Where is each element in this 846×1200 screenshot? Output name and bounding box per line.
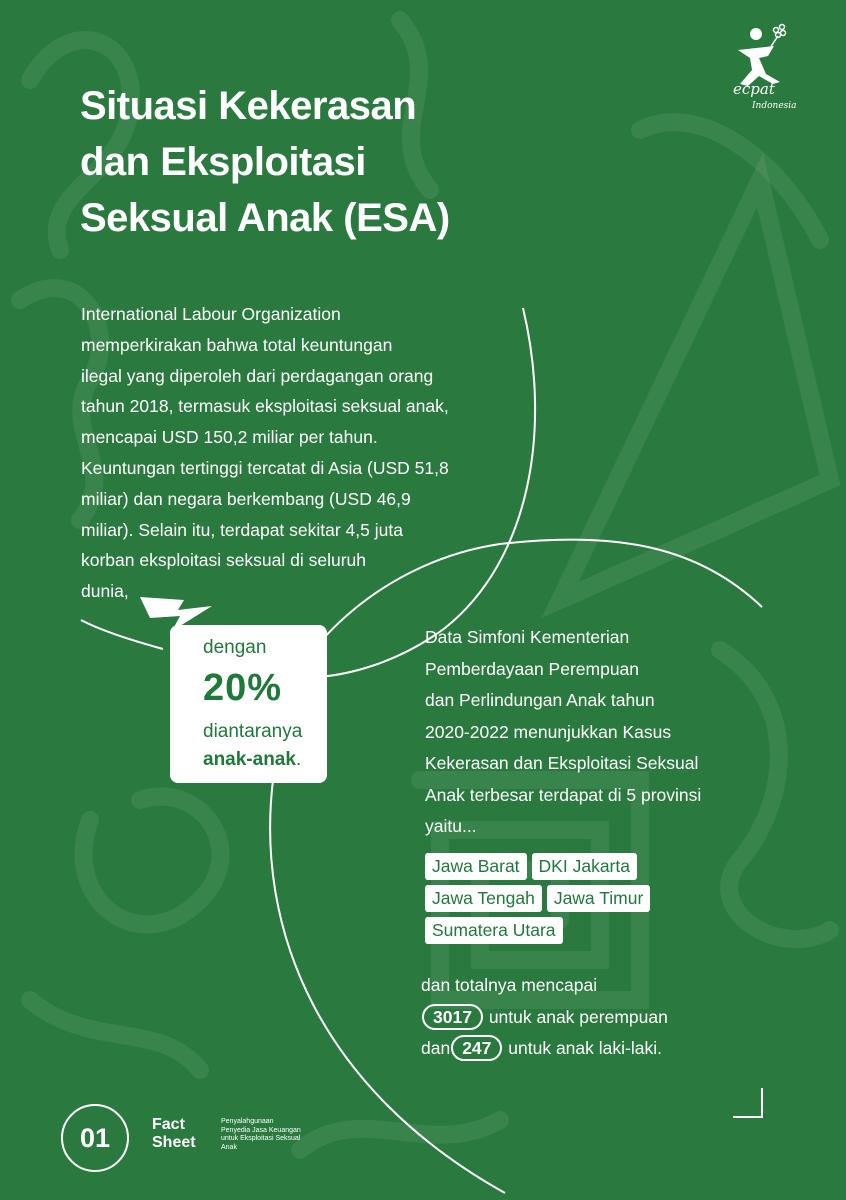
title-line: dan Eksploitasi <box>80 140 366 184</box>
intro-line: tahun 2018, termasuk eksploitasi seksual anak, <box>81 396 449 417</box>
fact-sheet-word: Fact <box>152 1116 185 1133</box>
intro-line: mencapai USD 150,2 miliar per tahun. <box>81 427 378 448</box>
data-line: Anak terbesar terdapat di 5 provinsi <box>425 784 702 805</box>
title-line: Situasi Kekerasan <box>80 84 417 128</box>
girls-label: untuk anak perempuan <box>488 1006 668 1027</box>
page-number: 01 <box>61 1104 129 1172</box>
province-chip: Sumatera Utara <box>425 917 563 944</box>
callout-prefix: dengan <box>203 637 267 658</box>
province-list <box>425 853 725 949</box>
fact-sheet-label <box>152 1116 196 1152</box>
data-line: Kekerasan dan Eksploitasi Seksual <box>425 753 699 773</box>
intro-line: miliar). Selain itu, terdapat sekitar 4,5 juta <box>81 519 403 540</box>
data-line: Pemberdayaan Perempuan <box>425 658 640 679</box>
data-line: 2020-2022 menunjukkan Kasus <box>425 721 672 742</box>
callout-period: . <box>295 749 302 770</box>
intro-line: korban eksploitasi seksual di seluruh <box>81 550 367 571</box>
data-line: yaitu... <box>425 816 477 836</box>
boys-label: untuk anak laki-laki. <box>508 1038 662 1058</box>
totals-boys <box>421 1033 751 1065</box>
description-line: Anak <box>221 1143 237 1151</box>
description-line: Penyedia Jasa Keuangan <box>221 1126 301 1134</box>
intro-line: dunia, <box>81 581 129 602</box>
boys-count: 247 <box>451 1035 502 1061</box>
intro-line: miliar) dan negara berkembang (USD 46,9 <box>81 488 411 509</box>
intro-line: Keuntungan tertinggi tercatat di Asia (USD 51,8 <box>81 457 449 478</box>
province-chip: DKI Jakarta <box>532 853 637 880</box>
intro-line: ilegal yang diperoleh dari perdagangan orang <box>81 365 434 386</box>
corner-bracket <box>733 1088 763 1118</box>
intro-line: memperkirakan bahwa total keuntungan <box>81 334 393 355</box>
boys-prefix: dan <box>421 1038 451 1058</box>
girls-count: 3017 <box>422 1004 483 1030</box>
callout-middle: diantaranya <box>203 721 303 742</box>
intro-line: International Labour Organization <box>81 304 341 324</box>
fact-sheet-word: Sheet <box>152 1134 196 1151</box>
province-chip: Jawa Tengah <box>425 885 542 912</box>
data-line: Data Simfoni Kementerian <box>425 627 630 647</box>
intro-paragraph <box>81 299 521 607</box>
description-line: Penyalahgunaan <box>221 1118 274 1125</box>
title-line: Seksual Anak (ESA) <box>80 196 450 240</box>
logo-text: ecpat <box>733 80 775 98</box>
totals-intro: dan totalnya mencapai <box>421 975 598 995</box>
simfoni-paragraph <box>425 622 785 843</box>
data-line: dan Perlindungan Anak tahun <box>425 690 655 710</box>
fact-sheet-description <box>221 1118 301 1152</box>
totals-girls <box>421 1002 751 1034</box>
logo-subtext: Indonesia <box>752 101 797 111</box>
percentage-callout <box>170 625 327 783</box>
page-title <box>80 78 450 246</box>
province-chip: Jawa Barat <box>425 853 527 880</box>
callout-emphasis: anak-anak <box>203 749 296 770</box>
callout-ending <box>203 749 301 771</box>
province-chip: Jawa Timur <box>547 885 650 912</box>
description-line: untuk Eksploitasi Seksual <box>221 1135 301 1142</box>
totals-paragraph <box>421 970 751 1065</box>
callout-percentage: 20% <box>203 667 283 709</box>
